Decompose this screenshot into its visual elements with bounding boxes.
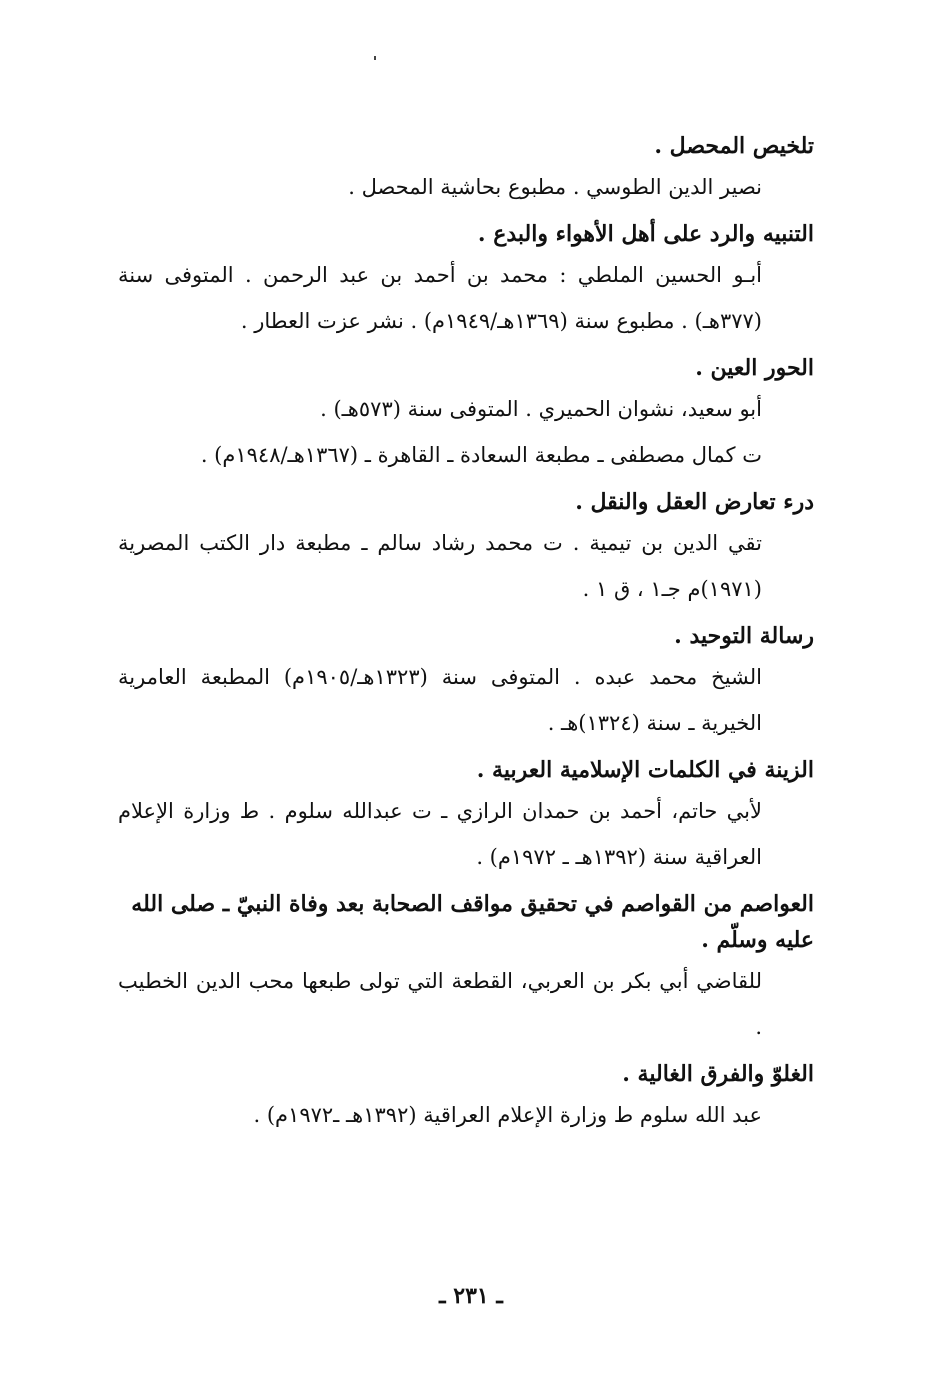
bibliography-entry (118, 886, 818, 1050)
entry-detail: نصير الدين الطوسي . مطبوع بحاشية المحصل . (348, 175, 762, 199)
entry-detail: عبد الله سلوم ط وزارة الإعلام العراقية (١٣٩٢هـ ـ١٩٧٢م) . (253, 1103, 762, 1127)
bibliography-entry (118, 350, 818, 478)
entry-detail: الشيخ محمد عبده . المتوفى سنة (١٣٢٣هـ/١٩٠٥م) المطبعة العامرية الخيرية ـ سنة (١٣٢٤)هـ . (118, 665, 762, 735)
entry-title: التنبيه والرد على أهل الأهواء والبدع . (477, 221, 814, 247)
bibliography-entry (118, 618, 818, 746)
scan-speck (374, 56, 376, 60)
entry-detail: أبو سعيد، نشوان الحميري . المتوفى سنة (٥٧٣هـ) . (320, 397, 762, 421)
bibliography-entry (118, 216, 818, 344)
entry-detail: ت كمال مصطفى ـ مطبعة السعادة ـ القاهرة ـ (١٣٦٧هـ/١٩٤٨م) . (200, 443, 762, 467)
entry-title: الغلوّ والفرق الغالية . (622, 1061, 814, 1087)
entry-detail: تقي الدين بن تيمية . ت محمد رشاد سالم ـ مطبعة دار الكتب المصرية (١٩٧١)م جـ١ ، ق ١ . (118, 531, 762, 601)
bibliography-entry (118, 128, 818, 210)
entry-title: تلخيص المحصل . (654, 133, 814, 159)
bibliography-entry (118, 1056, 818, 1138)
bibliography-entry (118, 484, 818, 612)
entry-title: درء تعارض العقل والنقل . (575, 489, 814, 515)
page-number: ـ ٢٣١ ـ (439, 1283, 503, 1309)
entry-title: العواصم من القواصم في تحقيق مواقف الصحابة بعد وفاة النبيّ ـ صلى الله عليه وسلّم . (131, 891, 814, 953)
entry-detail: أبـو الحسين الملطي : محمد بن أحمد بن عبد الرحمن . المتوفى سنة (٣٧٧هـ) . مطبوع سنة (١٣٦٩هـ/١٩٤٩م) . نشر عزت العطار . (118, 263, 762, 333)
entry-title: الزينة في الكلمات الإسلامية العربية . (476, 757, 814, 783)
entry-title: الحور العين . (695, 355, 814, 381)
entry-detail: للقاضي أبي بكر بن العربي، القطعة التي تولى طبعها محب الدين الخطيب . (118, 969, 762, 1039)
entry-detail: لأبي حاتم، أحمد بن حمدان الرازي ـ ت عبدالله سلوم . ط وزارة الإعلام العراقية سنة (١٣٩٢هـ ـ ١٩٧٢م) . (118, 799, 762, 869)
entry-title: رسالة التوحيد . (674, 623, 814, 649)
bibliography-entry (118, 752, 818, 880)
bibliography-list (118, 128, 818, 1144)
